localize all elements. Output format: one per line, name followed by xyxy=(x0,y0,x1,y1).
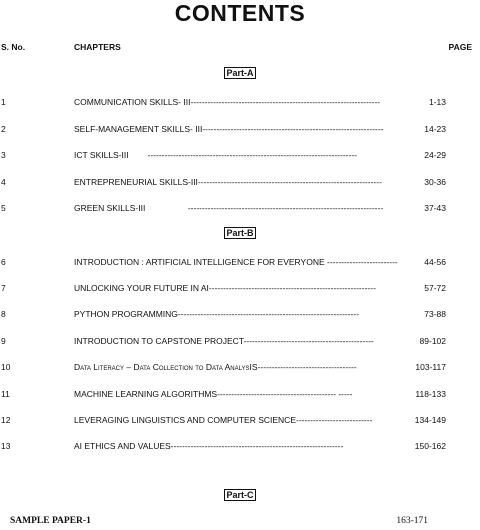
row-number: 2 xyxy=(1,124,6,134)
toc-row[interactable] xyxy=(0,256,480,268)
page-title: CONTENTS xyxy=(174,0,306,26)
page-range: 89-102 xyxy=(419,336,446,346)
page-header: PAGE xyxy=(448,42,472,52)
page-range: 1-13 xyxy=(428,97,446,107)
page-range: 103-117 xyxy=(415,362,446,372)
page-range: 73-88 xyxy=(424,309,446,319)
row-number: 11 xyxy=(1,389,10,399)
toc-row[interactable] xyxy=(0,388,480,400)
page-range: 134-149 xyxy=(414,415,446,425)
toc-row[interactable] xyxy=(0,440,480,452)
row-number: 12 xyxy=(1,415,11,425)
chapter-title[interactable]: COMMUNICATION SKILLS- III------------------------------------------------------------------- xyxy=(74,97,381,107)
part-a-label: Part-A xyxy=(226,68,254,78)
chapters-header: CHAPTERS xyxy=(74,42,121,52)
toc-row[interactable] xyxy=(0,414,480,426)
page-range: 14-23 xyxy=(424,124,446,134)
chapter-title[interactable]: AI ETHICS AND VALUES------------------------------------------------------------- xyxy=(74,441,344,451)
toc-row[interactable] xyxy=(0,176,480,188)
toc-row[interactable] xyxy=(0,123,480,135)
row-number: 1 xyxy=(1,97,6,107)
chapter-title[interactable]: INTRODUCTION : ARTIFICIAL INTELLIGENCE FOR EVERYONE ------------------------- xyxy=(74,257,398,267)
page-range: 57-72 xyxy=(424,283,446,293)
page-range: 37-43 xyxy=(424,203,446,213)
chapter-title[interactable]: INTRODUCTION TO CAPSTONE PROJECT---------------------------------------------- xyxy=(74,336,374,346)
part-b-label: Part-B xyxy=(226,228,254,238)
row-number: 7 xyxy=(1,283,6,293)
chapter-title[interactable]: PYTHON PROGRAMMING---------------------------------------------------------------- xyxy=(74,309,360,319)
row-number: 9 xyxy=(1,336,6,346)
toc-row[interactable] xyxy=(0,308,480,320)
chapter-title[interactable]: GREEN SKILLS-III --------------------------------------------------------------------- xyxy=(74,203,384,213)
page-range: 24-29 xyxy=(424,150,446,160)
toc-row[interactable] xyxy=(0,282,480,294)
chapter-title[interactable]: ICT SKILLS-III -------------------------------------------------------------------------- xyxy=(74,150,357,160)
toc-row[interactable] xyxy=(0,361,480,373)
sample-paper-page: 163-171 xyxy=(396,516,428,526)
page-range: 150-162 xyxy=(414,441,446,451)
chapter-title[interactable]: ENTREPRENEURIAL SKILLS-III----------------------------------------------------------------- xyxy=(74,177,382,187)
page-range: 44-56 xyxy=(424,257,446,267)
row-number: 4 xyxy=(1,177,6,187)
row-number: 10 xyxy=(1,362,11,372)
toc-row[interactable] xyxy=(0,335,480,347)
page-range: 118-133 xyxy=(415,389,446,399)
row-number: 13 xyxy=(1,441,11,451)
chapter-title[interactable]: UNLOCKING YOUR FUTURE IN AI----------------------------------------------------------- xyxy=(74,283,376,293)
chapter-title[interactable]: MACHINE LEARNING ALGORITHMS------------------------------------------ ----- xyxy=(74,389,353,399)
row-number: 5 xyxy=(1,203,6,213)
row-number: 8 xyxy=(1,309,6,319)
chapter-title[interactable]: Data Literacy – Data Collection to Data AnalysIS----------------------------------- xyxy=(74,362,357,372)
row-number: 3 xyxy=(1,150,6,160)
chapter-title[interactable]: SELF-MANAGEMENT SKILLS- III---------------------------------------------------------------- xyxy=(74,124,384,134)
sno-header: S. No. xyxy=(1,42,26,52)
part-c-label: Part-C xyxy=(226,490,254,500)
chapter-title[interactable]: LEVERAGING LINGUISTICS AND COMPUTER SCIENCE--------------------------- xyxy=(74,415,373,425)
toc-row[interactable] xyxy=(0,202,480,214)
sample-paper-label[interactable]: SAMPLE PAPER-1 xyxy=(10,516,91,526)
toc-row[interactable] xyxy=(0,149,480,161)
page-range: 30-36 xyxy=(424,177,446,187)
toc-row[interactable] xyxy=(0,96,480,108)
row-number: 6 xyxy=(1,257,6,267)
